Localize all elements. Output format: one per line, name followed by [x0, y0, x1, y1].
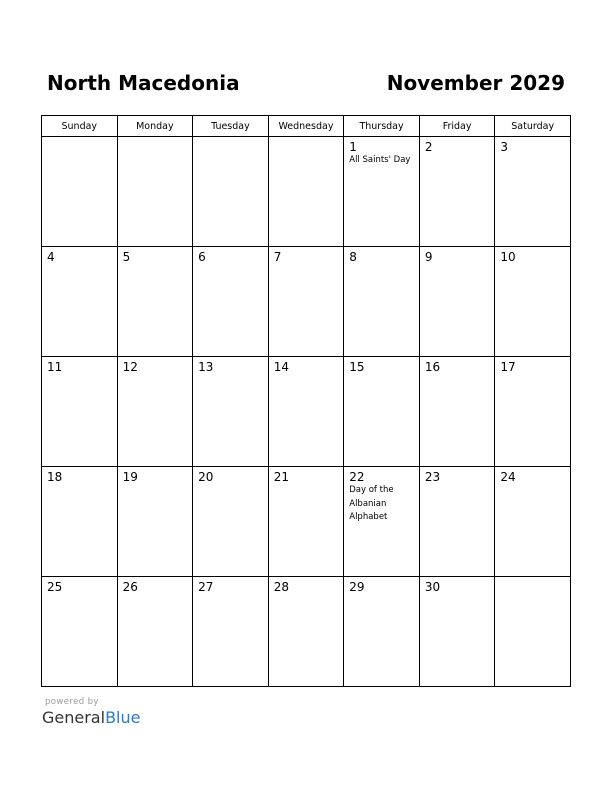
day-number: 12 [122, 360, 138, 374]
weekday-header: Friday [419, 116, 495, 137]
day-number: 27 [198, 580, 214, 594]
day-cell [117, 137, 193, 247]
calendar-grid [41, 115, 571, 687]
day-number: 9 [424, 250, 433, 264]
day-number [495, 577, 570, 580]
day-number: 1 [349, 140, 357, 154]
day-number: 6 [198, 250, 206, 264]
day-cell [42, 247, 118, 357]
day-number: 17 [500, 360, 516, 374]
day-cell [193, 357, 269, 467]
day-number: 3 [500, 140, 509, 154]
day-number: 26 [122, 580, 138, 594]
day-number [193, 137, 268, 140]
day-cell [344, 357, 420, 467]
weekday-header: Wednesday [268, 116, 344, 137]
week-row [42, 577, 571, 687]
day-number: 8 [349, 250, 357, 264]
weekday-header: Sunday [42, 116, 118, 137]
holiday-label: All Saints' Day [349, 155, 411, 165]
day-cell [268, 467, 344, 577]
weekday-header: Monday [117, 116, 193, 137]
week-row [42, 137, 571, 247]
weekday-header: Thursday [344, 116, 420, 137]
day-cell [117, 357, 193, 467]
weekday-header-row [42, 116, 571, 137]
day-cell [419, 357, 495, 467]
day-cell [117, 577, 193, 687]
day-number: 23 [424, 470, 441, 484]
day-number: 18 [47, 470, 63, 484]
day-cell [268, 357, 344, 467]
week-row [42, 247, 571, 357]
weekday-header: Saturday [495, 116, 571, 137]
day-number: 24 [500, 470, 516, 484]
day-cell [42, 357, 118, 467]
day-cell [193, 577, 269, 687]
day-cell [42, 467, 118, 577]
day-cell [495, 467, 571, 577]
day-number [42, 137, 117, 140]
day-number: 21 [273, 470, 289, 484]
day-number: 29 [349, 580, 365, 594]
day-cell [117, 247, 193, 357]
day-cell [344, 137, 420, 247]
day-number [269, 137, 344, 140]
day-cell [193, 137, 269, 247]
day-number: 15 [349, 360, 365, 374]
powered-by-label: powered by [45, 697, 99, 707]
day-number: 5 [122, 250, 131, 264]
week-row [42, 357, 571, 467]
day-cell [344, 467, 420, 577]
day-cell [42, 137, 118, 247]
logo-blue-text: Blue [105, 708, 141, 727]
day-number: 22 [349, 470, 365, 484]
day-cell [419, 137, 495, 247]
weekday-header: Tuesday [193, 116, 269, 137]
day-number: 7 [273, 250, 282, 264]
day-number: 10 [500, 250, 516, 264]
day-cell [268, 577, 344, 687]
day-number: 11 [47, 360, 63, 374]
day-number: 20 [198, 470, 214, 484]
day-number: 13 [198, 360, 214, 374]
day-cell [495, 137, 571, 247]
day-cell [344, 247, 420, 357]
day-cell [193, 247, 269, 357]
week-row [42, 467, 571, 577]
day-cell [42, 577, 118, 687]
calendar-month-title: November 2029 [386, 71, 565, 95]
calendar-country-title: North Macedonia [47, 71, 240, 95]
day-number: 4 [47, 250, 55, 264]
day-cell [495, 357, 571, 467]
day-cell [495, 577, 571, 687]
holiday-label: Day of the Albanian Alphabet [349, 485, 394, 522]
day-cell [268, 247, 344, 357]
day-number: 16 [424, 360, 441, 374]
day-number: 2 [424, 140, 433, 154]
day-cell [495, 247, 571, 357]
day-number: 19 [122, 470, 138, 484]
day-number: 30 [424, 580, 441, 594]
generalblue-logo[interactable] [42, 708, 140, 727]
day-cell [268, 137, 344, 247]
day-cell [419, 577, 495, 687]
logo-general-text: General [42, 708, 106, 727]
day-cell [419, 467, 495, 577]
day-number: 28 [273, 580, 289, 594]
day-number [118, 137, 193, 140]
day-number: 25 [47, 580, 63, 594]
day-cell [117, 467, 193, 577]
day-number: 14 [273, 360, 289, 374]
day-cell [193, 467, 269, 577]
day-cell [344, 577, 420, 687]
day-cell [419, 247, 495, 357]
